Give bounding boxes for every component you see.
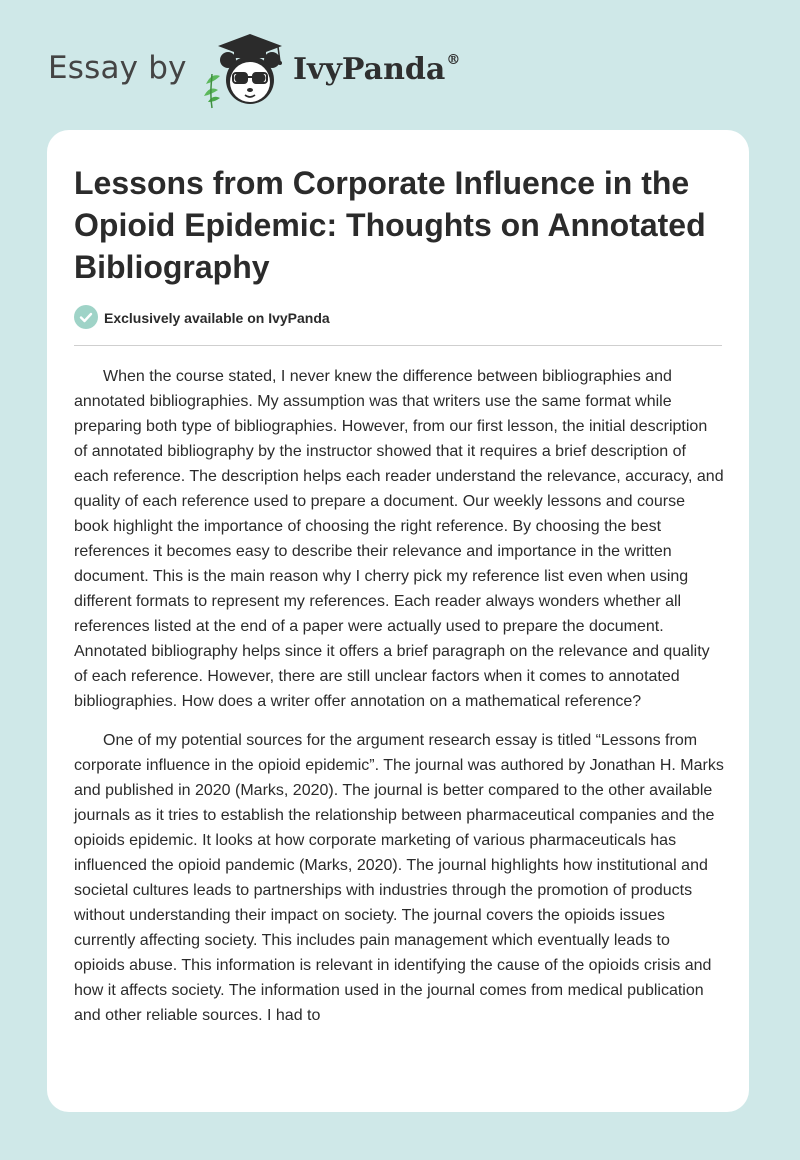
divider bbox=[74, 345, 722, 346]
site-header bbox=[48, 30, 748, 110]
registered-mark: ® bbox=[446, 52, 461, 68]
brand-name[interactable] bbox=[293, 52, 460, 87]
paragraph: When the course stated, I never knew the difference between bibliographies and annotated bibliographies. My assumption was that writers use the same format while preparing both type of bibliographies. However, from our first lesson, the initial description of annotated bibliography by the instructor showed that it requires a brief description of each reference. The description helps each reader understand the relevance, accuracy, and quality of each reference used to prepare a document. Our weekly lessons and course book highlight the importance of choosing the right reference. By choosing the best references it becomes easy to describe their relevance and importance in the written document. This is the main reason why I cherry pick my reference list even when using different formats to represent my references. Each reader always wonders whether all references listed at the end of a paper were actually used to prepare the document. Annotated bibliography helps since it offers a brief paragraph on the relevance and quality of each reference. However, there are still unclear factors when it comes to annotated bibliographies. How does a writer offer annotation on a mathematical reference? bbox=[74, 368, 724, 710]
panda-graduate-icon bbox=[200, 30, 290, 110]
article-card bbox=[47, 130, 749, 1112]
panda-logo-icon[interactable] bbox=[200, 30, 290, 110]
leaf-icon bbox=[208, 97, 220, 102]
essay-by-label: Essay by bbox=[48, 50, 187, 86]
badge-label: Exclusively available on IvyPanda bbox=[104, 310, 330, 326]
article-body bbox=[74, 364, 724, 1042]
exclusive-badge bbox=[74, 305, 734, 331]
brand-name-text: IvyPanda bbox=[293, 52, 446, 87]
paragraph: One of my potential sources for the argument research essay is titled “Lessons from corporate influence in the opioid epidemic”. The journal was authored by Jonathan H. Marks and published in 2020 (Marks, 2020). The journal is better compared to the other available journals as it tries to establish the relationship between pharmaceutical companies and the opioids epidemic. It looks at how corporate marketing of various pharmaceuticals has influenced the opioid pandemic (Marks, 2020). The journal highlights how institutional and societal cultures leads to partnerships with industries through the promotion of products without understanding their impact on society. The journal covers the opioids issues currently affecting society. This includes pain management which eventually leads to opioids abuse. This information is relevant in identifying the cause of the opioids crisis and how it affects society. The information used in the journal comes from medical publication and other reliable sources. I had to bbox=[74, 732, 724, 1024]
page-title: Lessons from Corporate Influence in the Opioid Epidemic: Thoughts on Annotated Bibliography bbox=[74, 165, 706, 285]
leaf-icon bbox=[206, 75, 220, 84]
check-circle-icon bbox=[74, 305, 98, 329]
